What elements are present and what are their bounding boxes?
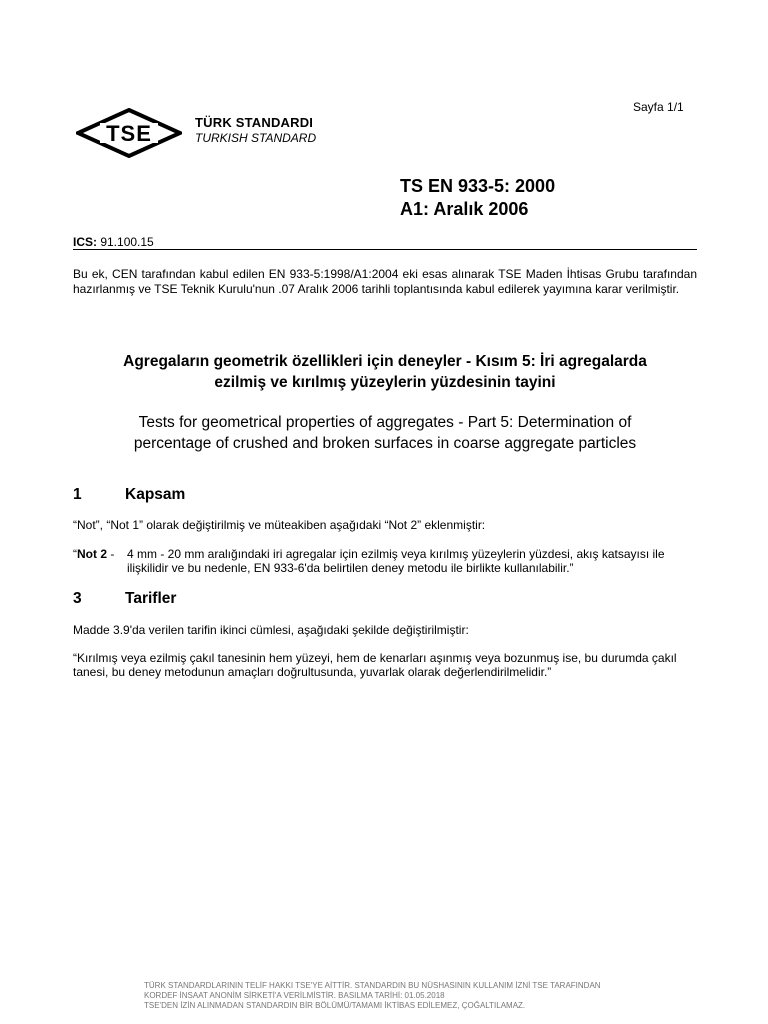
definitions-paragraph: Madde 3.9'da verilen tarifin ikinci cümlesi, aşağıdaki şekilde değiştirilmiştir: [73,623,469,637]
footer-line: TSE'DEN İZİN ALINMADAN STANDARDIN BİR BÖLÜMÜ/TAMAMI İKTİBAS EDİLEMEZ, ÇOĞALTILAMAZ. [144,1001,526,1010]
page-number: Sayfa 1/1 [633,100,684,114]
intro-paragraph: Bu ek, CEN tarafından kabul edilen EN 933-5:1998/A1:2004 eki esas alınarak TSE Maden İhtisas Grubu tarafından hazırlanmış ve TSE Teknik Kurulu'nun .07 Aralık 2006 tarihli toplantısında kabul edilerek yayımına karar verilmiştir. [73,267,697,296]
standard-code: TS EN 933-5: 2000 [400,176,556,196]
section-heading-scope [73,486,185,504]
scope-paragraph: “Not”, “Not 1” olarak değiştirilmiş ve müteakiben aşağıdaki “Not 2” eklenmiştir: [73,518,486,532]
copyright-footer [144,981,664,1011]
note-dash: - [107,547,115,561]
ics-value: 91.100.15 [97,235,154,249]
section-number: 3 [73,590,82,607]
tse-logo [76,108,182,158]
section-heading-definitions [73,590,176,608]
title-tr-line: Agregaların geometrik özellikleri için deneyler - Kısım 5: İri agregalarda [123,353,647,370]
amendment-code: A1: Aralık 2006 [400,199,529,219]
document-title-turkish [73,351,697,393]
note-text: 4 mm - 20 mm aralığındaki iri agregalar için ezilmiş veya kırılmış yüzeylerin yüzdesi, akış katsayısı ile ilişkilidir ve bu nedenle, EN 933-6'da belirtilen deney metodu ile birlikte kullanılabilir.” [127,547,665,575]
section-title: Tarifler [125,590,177,607]
org-name-english: TURKISH STANDARD [195,131,317,145]
title-tr-line: ezilmiş ve kırılmış yüzeylerin yüzdesinin tayini [214,374,556,391]
section-number: 1 [73,486,82,503]
document-title-english [73,412,697,454]
organization-name [195,115,316,145]
section-title: Kapsam [125,486,186,503]
footer-line: KORDEF İNSAAT ANONİM SİRKETİ'A VERİLMİSTİR. BASILMA TARİHİ: 01.05.2018 [144,991,445,1000]
standard-number [400,175,555,221]
header-divider [73,249,697,250]
ics-label: ICS: [73,235,97,249]
definition-quote: “Kırılmış veya ezilmiş çakıl tanesinin hem yüzeyi, hem de kenarları aşınmış veya bozunmuş ise, bu durumda çakıl tanesi, bu deney metodunun amaçları doğrultusunda, yuvarlak olarak değerlendirilmelidir.” [73,651,677,679]
title-en-line: percentage of crushed and broken surfaces in coarse aggregate particles [133,435,637,452]
svg-text:TSE: TSE [106,121,152,146]
title-en-line: Tests for geometrical properties of aggregates - Part 5: Determination of [138,414,632,431]
note-label-text: Not 2 [77,547,107,561]
org-name-turkish: TÜRK STANDARDI [195,115,314,130]
note-label [73,547,114,562]
footer-line: TÜRK STANDARDLARININ TELİF HAKKI TSE'YE AİTTİR. STANDARDIN BU NÜSHASININ KULLANIM İZNİ TSE TARAFINDAN [144,981,601,990]
note-open-quote: “ [73,547,77,561]
ics-code [73,235,154,249]
